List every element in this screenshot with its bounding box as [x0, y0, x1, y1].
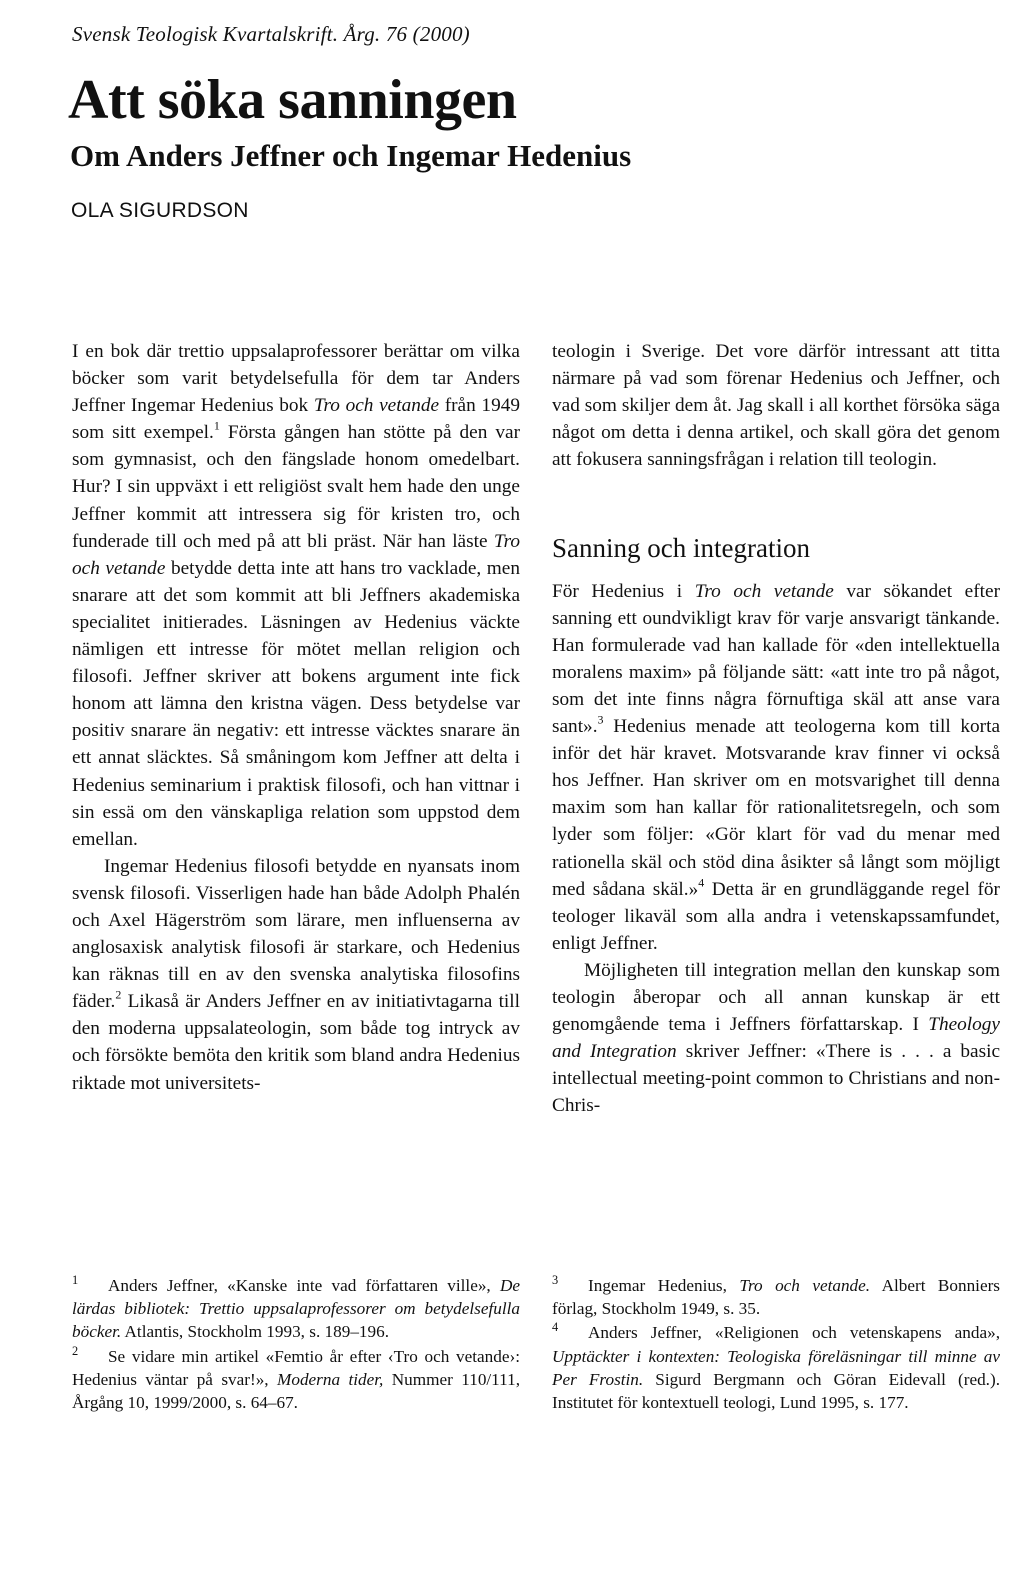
book-title: Theology and Integration: [552, 1014, 1000, 1063]
body-paragraph: teologin i Sverige. Det vore därför intressant att titta närmare på vad som förenar Hedenius och Jeffner, och vad som skiljer dem åt. Jag skall i all korthet försöka säga något om detta i denna artikel, och skall göra det genom att fokusera sanningsfrågan i relation till teologin.: [552, 341, 1000, 471]
body-text: I en bok där trettio uppsalaprofessorer berättar om vilka böcker som varit betydelsefulla för dem tar Anders Jeffner Ingemar Hedenius bok: [72, 341, 520, 417]
article-title: Att söka sanningen: [68, 69, 517, 131]
body-text: betydde detta inte att hans tro vacklade, men snarare att det som kommit att bli Jeffners akademiska specialitet initierades. Läsningen av Hedenius väckte nämligen ett intresse för mötet mellan religion och filosofi. Jeffner skriver att bokens argument inte fick honom att lämna den kristna vägen. Dess betydelse var positiv snarare än negativ: ett intresse väcktes snarare än ett annat släcktes. Så småningom kom Jeffner att delta i Hedenius seminarium i praktisk filosofi, och han vittnar i sin essä om den vänskapliga relation som uppstod dem emellan.: [72, 557, 520, 850]
body-text: För Hedenius i: [552, 580, 695, 602]
body-column-left: [72, 338, 520, 1097]
footnote: [552, 1274, 1000, 1320]
footnotes-left: [72, 1274, 520, 1415]
section-heading: Sanning och integration: [552, 533, 810, 564]
footnote-text: Albert Bonniers förlag, Stockholm 1949, s. 35.: [552, 1276, 1000, 1319]
body-text: Likaså är Anders Jeffner en av initiativtagarna till den moderna uppsalateologin, som både tog intryck av och försökte bemöta den kritik som bland andra Hedenius riktade mot universitets-: [72, 991, 520, 1094]
body-text: från 1949 som sitt exempel.: [72, 395, 520, 444]
body-text: var sökandet efter sanning ett oundvikligt krav för varje ansvarigt tänkande. Han formulerade vad han kallade för «den intellektuella moralens maxim» på följande sätt: «att inte tro på något, som det inte finns några förnuftiga skäl att anse vara sant».: [552, 580, 1000, 738]
footnote-text: Anders Jeffner, «Kanske inte vad författaren ville»,: [108, 1276, 500, 1295]
body-text: Ingemar Hedenius filosofi betydde en nyansats inom svensk filosofi. Visserligen hade han både Adolph Phalén och Axel Hägerström som lärare, men influenserna av anglosaxisk analytisk filosofi är starkare, och Hedenius kan räknas till en av den svenska analytiska filosofins fäder.: [72, 855, 520, 1013]
body-paragraph: [72, 853, 520, 1097]
book-title: Tro och vetande: [72, 530, 520, 579]
footnote-number: 2: [72, 1343, 79, 1358]
footnote: [72, 1274, 520, 1344]
footnote-title: De lärdas bibliotek: Trettio uppsalaprofessorer om betydelsefulla böcker.: [72, 1276, 520, 1342]
footnote-text: Se vidare min artikel «Femtio år efter ‹Tro och vetande›: Hedenius väntar på svar!»,: [72, 1346, 520, 1389]
body-text: Första gången han stötte på den var som gymnasist, och den fängslade honom omedelbart. Hur? I sin uppväxt i ett religiöst svalt hem hade den unge Jeffner kommit att intressera sig för kristen tro, och funderade till och med på att bli präst. När han läste: [72, 422, 520, 552]
footnote-number: 1: [72, 1273, 79, 1288]
article-author: OLA SIGURDSON: [71, 199, 249, 222]
footnote-text: Sigurd Bergmann och Göran Eidevall (red.). Institutet för kontextuell teologi, Lund 1995, s. 177.: [552, 1369, 1000, 1413]
footnote-title: Upptäckter i kontexten: Teologiska föreläsningar till minne av Per Frostin.: [552, 1346, 1000, 1389]
article-subtitle: Om Anders Jeffner och Ingemar Hedenius: [70, 138, 632, 173]
footnote: [552, 1321, 1000, 1414]
body-paragraph: [552, 578, 1000, 957]
footnote-number: 4: [552, 1320, 559, 1335]
footnote-title: Tro och vetande.: [739, 1276, 871, 1295]
body-column-right: [552, 338, 1000, 1119]
footnote-title: Moderna tider,: [277, 1369, 384, 1389]
footnote-ref[interactable]: 4: [698, 875, 705, 890]
body-text: Detta är en grundläggande regel för teologer likaväl som alla andra i vetenskapssamfundet, enligt Jeffner.: [552, 878, 1000, 954]
footnote-text: Ingemar Hedenius,: [588, 1276, 740, 1295]
body-text: Hedenius menade att teologerna kom till korta inför det här kravet. Motsvarande krav finner vi också hos Jeffner. Han skriver om en motsvarighet till denna maxim som han kallar för rationalitetsregeln, och som lyder som följer: «Gör klart för vad du menar med rationella skäl och stöd dina åsikter så långt som möjligt med sådana skäl.»: [552, 716, 1000, 900]
footnote-text: Nummer 110/111, Årgång 10, 1999/2000, s. 64–67.: [72, 1369, 520, 1413]
book-title: Tro och vetande: [313, 395, 440, 417]
footnote-number: 3: [552, 1273, 559, 1288]
journal-header: Svensk Teologisk Kvartalskrift. Årg. 76 (2000): [72, 22, 470, 46]
book-title: Tro och vetande: [694, 580, 834, 602]
footnote-ref[interactable]: 2: [115, 987, 122, 1002]
body-paragraph: [72, 338, 520, 853]
body-text: Möjligheten till integration mellan den kunskap som teologin åberopar och all annan kunskap är ett genomgående tema i Jeffners författarskap. I: [552, 959, 1000, 1036]
footnotes-right: [552, 1274, 1000, 1415]
footnote-text: Anders Jeffner, «Religionen och vetenskapens anda»,: [588, 1323, 1000, 1343]
footnote-text: Atlantis, Stockholm 1993, s. 189–196.: [121, 1322, 390, 1342]
body-text: skriver Jeffner: «There is . . . a basic intellectual meeting-point common to Christians and non-Chris-: [552, 1041, 1001, 1117]
footnote-ref[interactable]: 3: [597, 712, 604, 727]
footnote-ref[interactable]: 1: [213, 418, 220, 433]
footnote: [72, 1345, 520, 1415]
body-paragraph: [552, 957, 1000, 1120]
